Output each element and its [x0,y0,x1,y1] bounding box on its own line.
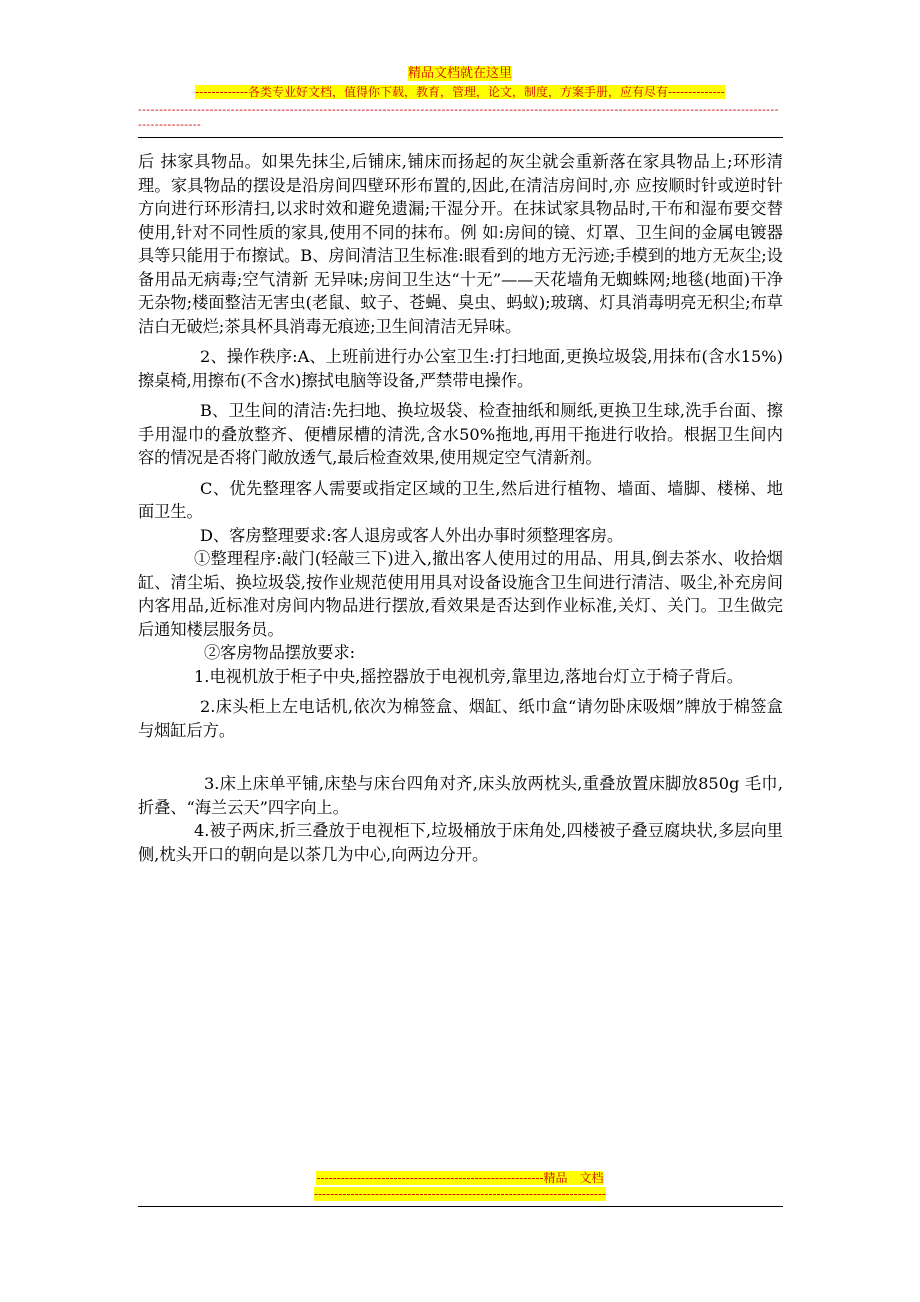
footer-line-2: ------------------------------------------------------------------------ [314,1187,606,1201]
paragraph-6: ①整理程序:敲门(轻敲三下)进入,撤出客人使用过的用品、用具,倒去茶水、收拾烟缸、清尘垢、换垃圾袋,按作业规范使用用具对设备设施含卫生间进行清洁、吸尘,补充房间内客用品,近标准对房间内物品进行摆放,看效果是否达到作业标准,关灯、关门。卫生做完后通知楼层服务员。 [138,549,783,639]
header-dash-line: ----------------------------------------------------------------------------------------------------------------------------------------------------------------------- [138,103,779,131]
paragraph-7: ②客房物品摆放要求: [204,643,356,662]
header-rule [138,137,783,138]
paragraph-3: B、卫生间的清洁:先扫地、换垃圾袋、检查抽纸和厕纸,更换卫生球,洗手台面、擦手用湿巾的叠放整齐、便槽尿槽的清洗,含水50%拖地,再用干拖进行收拾。根据卫生间内容的情况是否将门敞放透气,最后检查效果,使用规定空气清新剂。 [138,401,783,467]
header-title: 精品文档就在这里 [407,66,512,81]
header-subtitle: -------------各类专业好文档，值得你下载，教育，管理，论文，制度，方案手册，应有尽有-------------- [195,85,725,99]
paragraph-1: 后 抹家具物品。如果先抹尘,后铺床,铺床而扬起的灰尘就会重新落在家具物品上;环形清理。家具物品的摆设是沿房间四壁环形布置的,因此,在清洁房间时,亦 应按顺时针或逆时针方向进行环形清扫,以求时效和避免遗漏;干湿分开。在抹试家具物品时,干布和湿布要交替使用,针对不同性质的家具,使用不同的抹布。例 如:房间的镜、灯罩、卫生间的金属电镀器具等只能用于布擦试。B、房间清洁卫生标准:眼看到的地方无污迹;手模到的地方无灰尘;设备用品无病毒;空气清新 无异味;房间卫生达“十无”——天花墙角无蜘蛛网;地毯(地面)干净无杂物;楼面整洁无害虫(老鼠、蚊子、苍蝇、臭虫、蚂蚁);玻璃、灯具消毒明亮无积尘;布草洁白无破烂;茶具杯具消毒无痕迹;卫生间清洁无异味。 [138,152,783,336]
footer-line-1: --------------------------------------------------------精品 文档 [316,1171,604,1185]
paragraph-4: C、优先整理客人需要或指定区域的卫生,然后进行植物、墙面、墙脚、楼梯、地面卫生。 [138,478,783,521]
paragraph-11: 4.被子两床,折三叠放于电视柜下,垃圾桶放于床角处,四楼被子叠豆腐块状,多层向里侧,枕头开口的朝向是以茶几为中心,向两边分开。 [138,821,783,864]
paragraph-5: D、客房整理要求:客人退房或客人外出办事时须整理客房。 [200,525,624,545]
paragraph-8: 1.电视机放于柜子中央,摇控器放于电视机旁,靠里边,落地台灯立于椅子背后。 [194,666,743,686]
paragraph-10: 3.床上床单平铺,床垫与床台四角对齐,床头放两枕头,重叠放置床脚放850g 毛巾,折叠、“海兰云天”四字向上。 [138,774,783,817]
paragraph-2: 2、操作秩序:A、上班前进行办公室卫生:打扫地面,更换垃圾袋,用抹布(含水15%)擦桌椅,用擦布(不含水)擦拭电脑等设备,严禁带电操作。 [138,347,783,390]
document-body [138,150,783,866]
footer-rule [138,1206,783,1207]
paragraph-9: 2.床头柜上左电话机,依次为棉签盒、烟缸、纸巾盒“请勿卧床吸烟”牌放于棉签盒与烟缸后方。 [138,697,783,740]
